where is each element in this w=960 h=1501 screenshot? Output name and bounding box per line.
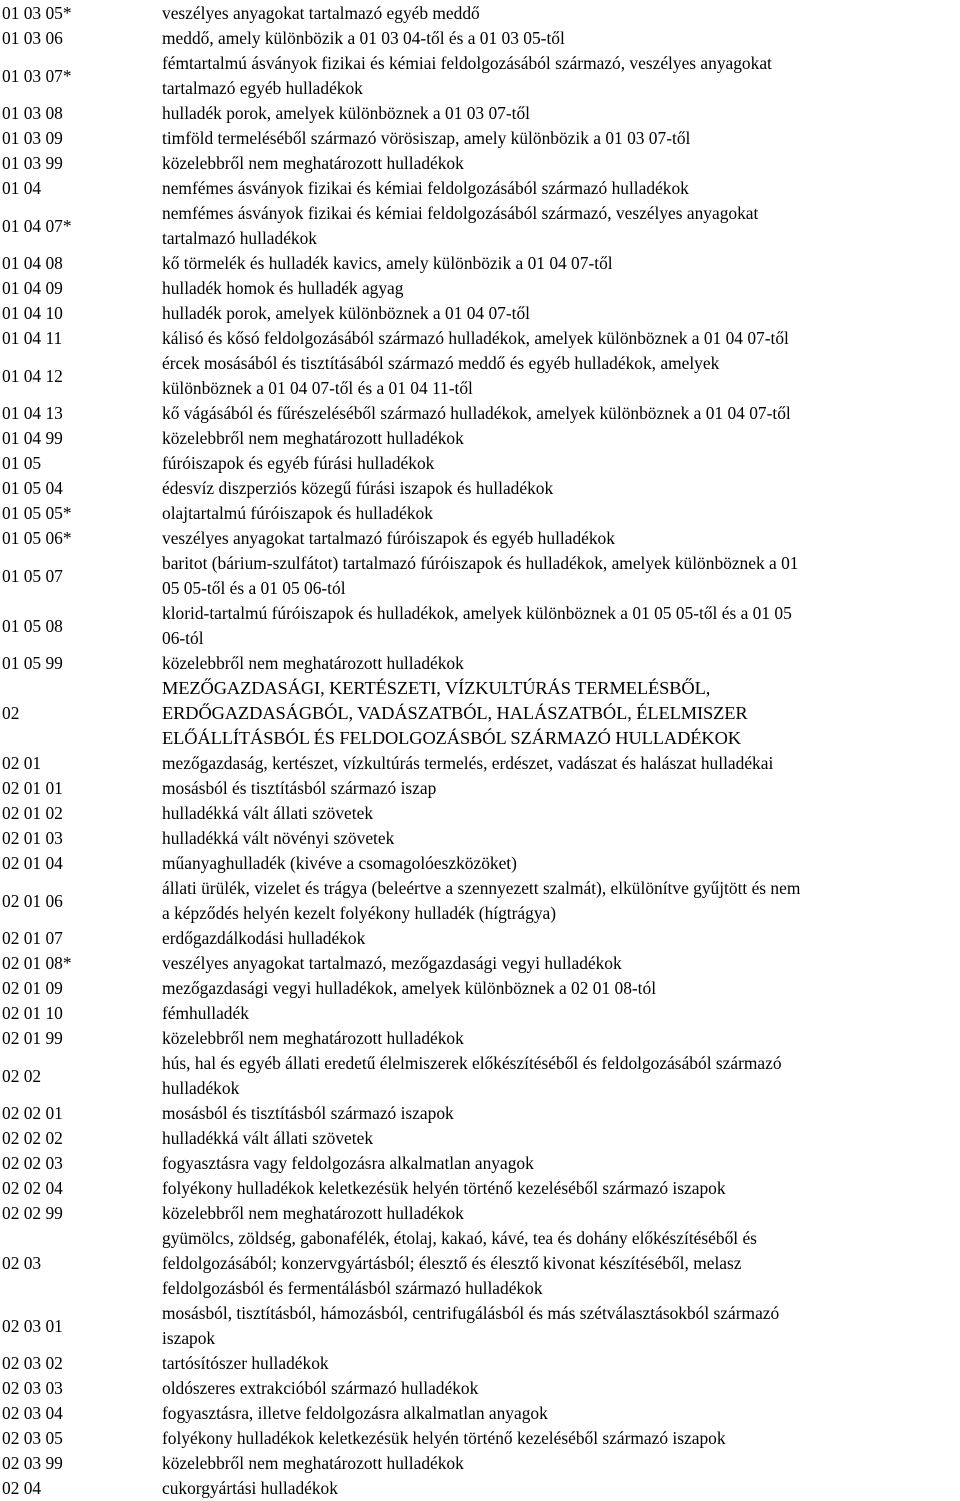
description-line: hulladék homok és hulladék agyag <box>162 278 404 298</box>
description-line: hulladékok <box>162 1078 240 1098</box>
waste-description <box>162 1201 960 1226</box>
description-line: ERDŐGAZDASÁGBÓL, VADÁSZATBÓL, HALÁSZATBÓL, ÉLELMISZER <box>162 703 748 723</box>
waste-description <box>162 1351 960 1376</box>
waste-description <box>162 876 960 926</box>
waste-description <box>162 751 960 776</box>
waste-code: 02 01 07 <box>2 928 63 948</box>
waste-row <box>0 426 960 451</box>
waste-row <box>0 1101 960 1126</box>
description-line: tartósítószer hulladékok <box>162 1353 329 1373</box>
waste-row <box>0 51 960 101</box>
waste-row <box>0 1376 960 1401</box>
waste-row <box>0 1226 960 1301</box>
description-line: közelebbről nem meghatározott hulladékok <box>162 1453 464 1473</box>
description-line: ELŐÁLLÍTÁSBÓL ÉS FELDOLGOZÁSBÓL SZÁRMAZÓ HULLADÉKOK <box>162 728 741 748</box>
waste-code: 01 04 <box>2 178 42 198</box>
description-line: klorid-tartalmú fúróiszapok és hulladékok, amelyek különböznek a 01 05 05-től és a 01 05 <box>162 603 792 623</box>
waste-row <box>0 526 960 551</box>
waste-code: 01 05 05* <box>2 503 72 523</box>
description-line: mezőgazdasági vegyi hulladékok, amelyek különböznek a 02 01 08-tól <box>162 978 657 998</box>
waste-code: 02 <box>2 703 20 723</box>
waste-code: 02 03 <box>2 1253 42 1273</box>
waste-code: 01 05 06* <box>2 528 72 548</box>
waste-code: 01 05 99 <box>2 653 63 673</box>
waste-code: 02 02 <box>2 1065 42 1086</box>
waste-row <box>0 1476 960 1501</box>
description-line: hulladékká vált állati szövetek <box>162 803 374 823</box>
waste-code: 01 04 07* <box>2 215 72 236</box>
waste-description <box>162 1001 960 1026</box>
waste-code: 01 05 07 <box>2 565 63 586</box>
description-line: kő törmelék és hulladék kavics, amely különbözik a 01 04 07-től <box>162 253 613 273</box>
waste-description <box>162 1426 960 1451</box>
waste-row <box>0 551 960 601</box>
waste-description <box>162 851 960 876</box>
waste-row <box>0 276 960 301</box>
description-line: baritot (bárium-szulfátot) tartalmazó fúróiszapok és hulladékok, amelyek különböznek a 01 <box>162 553 799 573</box>
waste-description <box>162 326 960 351</box>
waste-row <box>0 401 960 426</box>
waste-description <box>162 501 960 526</box>
waste-description <box>162 26 960 51</box>
description-line: hulladék porok, amelyek különböznek a 01 03 07-től <box>162 103 531 123</box>
waste-code: 02 01 04 <box>2 853 63 873</box>
description-line: veszélyes anyagokat tartalmazó, mezőgazdasági vegyi hulladékok <box>162 953 622 973</box>
waste-description <box>162 1176 960 1201</box>
waste-code: 02 04 <box>2 1478 42 1498</box>
description-line: állati ürülék, vizelet és trágya (beleértve a szennyezett szalmát), elkülönítve gyűjtött és nem <box>162 878 801 898</box>
description-line: fémtartalmú ásványok fizikai és kémiai feldolgozásából származó, veszélyes anyagokat <box>162 53 772 73</box>
waste-code: 02 01 06 <box>2 890 63 911</box>
waste-code: 01 03 05* <box>2 3 72 23</box>
description-line: oldószeres extrakcióból származó hulladékok <box>162 1378 479 1398</box>
waste-row <box>0 651 960 676</box>
waste-code: 02 01 02 <box>2 803 63 823</box>
waste-code: 02 03 02 <box>2 1353 63 1373</box>
description-line: hulladék porok, amelyek különböznek a 01 04 07-től <box>162 303 531 323</box>
waste-description <box>162 351 960 401</box>
description-line: 06-tól <box>162 628 204 648</box>
waste-row <box>0 1126 960 1151</box>
waste-description <box>162 1126 960 1151</box>
waste-row <box>0 1151 960 1176</box>
description-line: feldolgozásból és fermentálásból származó hulladékok <box>162 1278 543 1298</box>
waste-description <box>162 976 960 1001</box>
waste-description <box>162 126 960 151</box>
description-line: MEZŐGAZDASÁGI, KERTÉSZETI, VÍZKULTÚRÁS TERMELÉSBŐL, <box>162 678 711 698</box>
waste-description <box>162 176 960 201</box>
description-line: gyümölcs, zöldség, gabonafélék, étolaj, kakaó, kávé, tea és dohány előkészítéséből és <box>162 1228 757 1248</box>
waste-row <box>0 251 960 276</box>
waste-row <box>0 26 960 51</box>
waste-description <box>162 926 960 951</box>
description-line: folyékony hulladékok keletkezésük helyén történő kezeléséből származó iszapok <box>162 1178 726 1198</box>
waste-code: 01 05 08 <box>2 615 63 636</box>
waste-code: 01 04 11 <box>2 328 63 348</box>
waste-code: 02 01 99 <box>2 1028 63 1048</box>
waste-code: 02 03 05 <box>2 1428 63 1448</box>
waste-description <box>162 1051 960 1101</box>
waste-row <box>0 1451 960 1476</box>
description-line: fémhulladék <box>162 1003 249 1023</box>
description-line: iszapok <box>162 1328 216 1348</box>
waste-code: 02 01 01 <box>2 778 63 798</box>
description-line: fogyasztásra, illetve feldolgozásra alkalmatlan anyagok <box>162 1403 548 1423</box>
waste-code: 01 04 12 <box>2 365 63 386</box>
waste-description <box>162 676 960 751</box>
description-line: cukorgyártási hulladékok <box>162 1478 338 1498</box>
waste-description <box>162 1376 960 1401</box>
waste-row <box>0 1201 960 1226</box>
waste-row <box>0 1426 960 1451</box>
description-line: mosásból, tisztításból, hámozásból, centrifugálásból és más szétválasztásokból származó <box>162 1303 780 1323</box>
waste-description <box>162 476 960 501</box>
waste-description <box>162 1101 960 1126</box>
description-line: fogyasztásra vagy feldolgozásra alkalmatlan anyagok <box>162 1153 534 1173</box>
description-line: műanyaghulladék (kivéve a csomagolóeszközöket) <box>162 853 517 873</box>
description-line: veszélyes anyagokat tartalmazó fúróiszapok és egyéb hulladékok <box>162 528 615 548</box>
waste-description <box>162 651 960 676</box>
waste-code: 02 02 99 <box>2 1203 63 1223</box>
waste-description <box>162 51 960 101</box>
waste-description <box>162 951 960 976</box>
description-line: közelebbről nem meghatározott hulladékok <box>162 653 464 673</box>
waste-description <box>162 1 960 26</box>
waste-description <box>162 1026 960 1051</box>
description-line: a képződés helyén kezelt folyékony hulladék (hígtrágya) <box>162 903 557 923</box>
waste-code: 02 02 01 <box>2 1103 63 1123</box>
waste-description <box>162 1451 960 1476</box>
waste-row <box>0 101 960 126</box>
waste-description <box>162 1401 960 1426</box>
waste-code: 01 03 99 <box>2 153 63 173</box>
description-line: kő vágásából és fűrészeléséből származó hulladékok, amelyek különböznek a 01 04 07-től <box>162 403 791 423</box>
waste-row <box>0 751 960 776</box>
description-line: hús, hal és egyéb állati eredetű élelmiszerek előkészítéséből és feldolgozásából származó <box>162 1053 782 1073</box>
waste-row <box>0 126 960 151</box>
waste-row <box>0 976 960 1001</box>
waste-row <box>0 1176 960 1201</box>
waste-row <box>0 351 960 401</box>
description-line: közelebbről nem meghatározott hulladékok <box>162 1203 464 1223</box>
waste-row <box>0 1351 960 1376</box>
description-line: mezőgazdaság, kertészet, vízkultúrás termelés, erdészet, vadászat és halászat hulladékai <box>162 753 774 773</box>
description-line: nemfémes ásványok fizikai és kémiai feldolgozásából származó, veszélyes anyagokat <box>162 203 759 223</box>
waste-row <box>0 151 960 176</box>
waste-row <box>0 451 960 476</box>
waste-code: 01 04 10 <box>2 303 63 323</box>
waste-row <box>0 826 960 851</box>
waste-row <box>0 1 960 26</box>
description-line: fúróiszapok és egyéb fúrási hulladékok <box>162 453 435 473</box>
description-line: veszélyes anyagokat tartalmazó egyéb meddő <box>162 3 480 23</box>
description-line: ércek mosásából és tisztításából származó meddő és egyéb hulladékok, amelyek <box>162 353 720 373</box>
waste-row <box>0 801 960 826</box>
waste-code: 01 05 <box>2 453 42 473</box>
waste-row <box>0 201 960 251</box>
waste-row <box>0 1026 960 1051</box>
waste-code: 01 03 07* <box>2 65 72 86</box>
waste-description <box>162 1226 960 1301</box>
waste-row <box>0 776 960 801</box>
waste-row <box>0 1301 960 1351</box>
waste-row <box>0 951 960 976</box>
waste-row <box>0 176 960 201</box>
waste-row <box>0 326 960 351</box>
waste-row <box>0 1051 960 1101</box>
waste-row <box>0 301 960 326</box>
waste-code: 02 03 01 <box>2 1315 63 1336</box>
waste-code: 02 03 99 <box>2 1453 63 1473</box>
waste-code: 01 04 09 <box>2 278 63 298</box>
waste-code: 02 02 02 <box>2 1128 63 1148</box>
waste-row <box>0 601 960 651</box>
waste-description <box>162 826 960 851</box>
waste-code: 02 01 <box>2 753 42 773</box>
description-line: közelebbről nem meghatározott hulladékok <box>162 1028 464 1048</box>
waste-code: 01 03 06 <box>2 28 63 48</box>
waste-description <box>162 776 960 801</box>
description-line: közelebbről nem meghatározott hulladékok <box>162 428 464 448</box>
waste-code: 02 02 04 <box>2 1178 63 1198</box>
waste-description <box>162 601 960 651</box>
waste-description <box>162 451 960 476</box>
waste-description <box>162 426 960 451</box>
waste-code: 01 04 08 <box>2 253 63 273</box>
waste-description <box>162 801 960 826</box>
waste-row <box>0 501 960 526</box>
description-line: mosásból és tisztításból származó iszapok <box>162 1103 454 1123</box>
description-line: kálisó és kősó feldolgozásából származó hulladékok, amelyek különböznek a 01 04 07-től <box>162 328 789 348</box>
waste-code: 01 04 99 <box>2 428 63 448</box>
waste-description <box>162 1476 960 1501</box>
description-line: édesvíz diszperziós közegű fúrási iszapok és hulladékok <box>162 478 554 498</box>
waste-description <box>162 401 960 426</box>
waste-code: 02 01 09 <box>2 978 63 998</box>
waste-row <box>0 476 960 501</box>
description-line: 05 05-től és a 01 05 06-tól <box>162 578 346 598</box>
waste-code: 01 04 13 <box>2 403 63 423</box>
description-line: meddő, amely különbözik a 01 03 04-től és a 01 03 05-től <box>162 28 565 48</box>
waste-row <box>0 1001 960 1026</box>
waste-code: 02 01 10 <box>2 1003 63 1023</box>
waste-code: 01 03 08 <box>2 103 63 123</box>
waste-description <box>162 1151 960 1176</box>
description-line: folyékony hulladékok keletkezésük helyén történő kezeléséből származó iszapok <box>162 1428 726 1448</box>
waste-row <box>0 876 960 926</box>
waste-code: 02 03 03 <box>2 1378 63 1398</box>
waste-description <box>162 151 960 176</box>
waste-description <box>162 276 960 301</box>
waste-description <box>162 301 960 326</box>
waste-code: 02 01 08* <box>2 953 72 973</box>
waste-code: 02 02 03 <box>2 1153 63 1173</box>
description-line: közelebbről nem meghatározott hulladékok <box>162 153 464 173</box>
waste-description <box>162 526 960 551</box>
description-line: tartalmazó egyéb hulladékok <box>162 78 363 98</box>
description-line: feldolgozásából; konzervgyártásból; élesztő és élesztő kivonat készítéséből, melasz <box>162 1253 742 1273</box>
waste-code: 02 03 04 <box>2 1403 63 1423</box>
waste-row <box>0 676 960 751</box>
waste-description <box>162 101 960 126</box>
waste-row <box>0 1401 960 1426</box>
description-line: erdőgazdálkodási hulladékok <box>162 928 366 948</box>
waste-description <box>162 201 960 251</box>
waste-row <box>0 851 960 876</box>
waste-code: 02 01 03 <box>2 828 63 848</box>
description-line: tartalmazó hulladékok <box>162 228 318 248</box>
waste-description <box>162 251 960 276</box>
waste-code: 01 03 09 <box>2 128 63 148</box>
description-line: hulladékká vált növényi szövetek <box>162 828 395 848</box>
description-line: hulladékká vált állati szövetek <box>162 1128 374 1148</box>
waste-description <box>162 551 960 601</box>
description-line: mosásból és tisztításból származó iszap <box>162 778 437 798</box>
description-line: nemfémes ásványok fizikai és kémiai feldolgozásából származó hulladékok <box>162 178 689 198</box>
waste-code: 01 05 04 <box>2 478 63 498</box>
waste-description <box>162 1301 960 1351</box>
waste-row <box>0 926 960 951</box>
description-line: olajtartalmú fúróiszapok és hulladékok <box>162 503 433 523</box>
description-line: timföld termeléséből származó vörösiszap, amely különbözik a 01 03 07-től <box>162 128 691 148</box>
description-line: különböznek a 01 04 07-től és a 01 04 11-től <box>162 378 473 398</box>
